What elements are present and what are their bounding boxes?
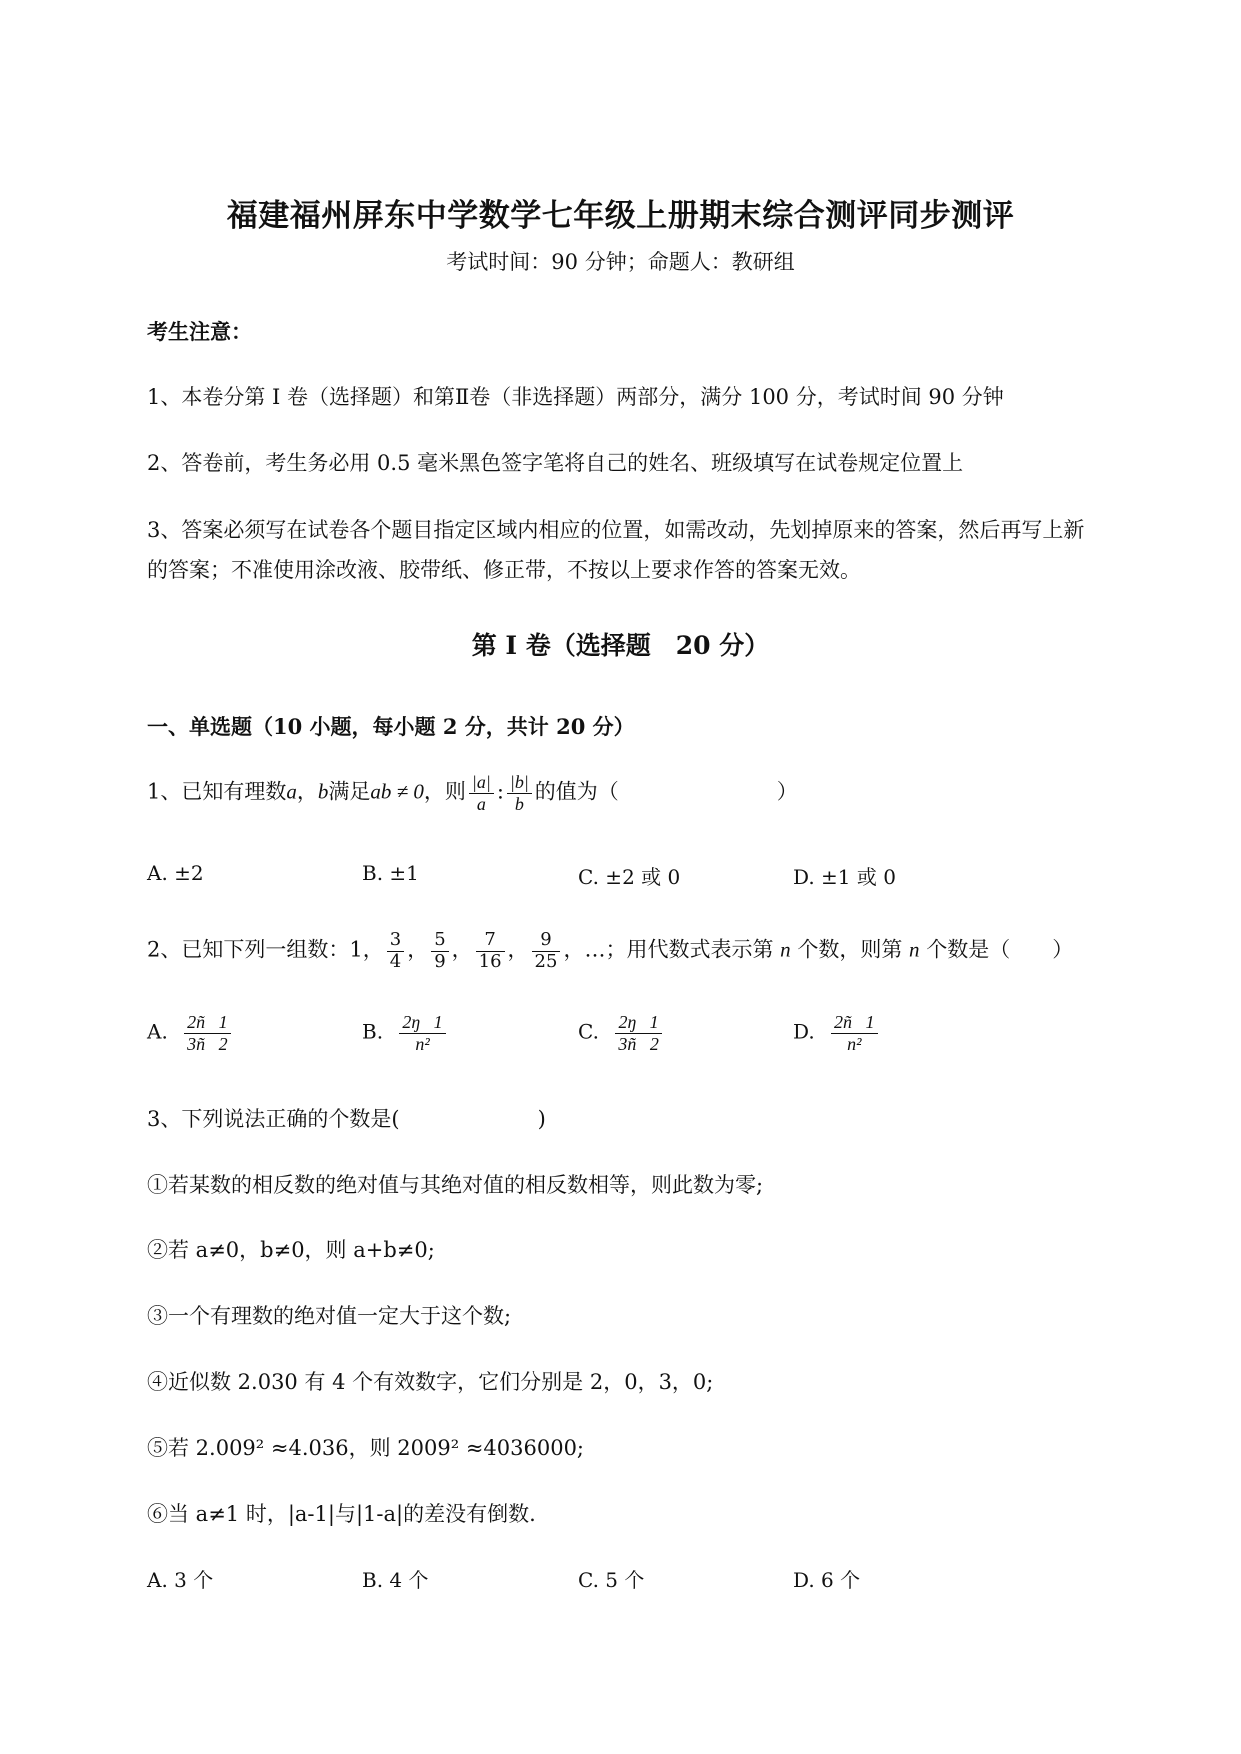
q2-frac-1-num: 3 <box>387 930 404 952</box>
q3-option-d[interactable]: D. 6 个 <box>793 1568 861 1592</box>
page-title: 福建福州屏东中学数学七年级上册期末综合测评同步测评 <box>226 198 1015 234</box>
q2-close: ） <box>1052 937 1074 962</box>
q3-statement-1: ①若某数的相反数的绝对值与其绝对值的相反数相等，则此数为零; <box>147 1173 764 1197</box>
q1-condition: ab ≠ 0 <box>370 779 424 804</box>
note-1: 1、本卷分第 I 卷（选择题）和第Ⅱ卷（非选择题）两部分，满分 100 分，考试时间 90 分钟 <box>147 385 1004 409</box>
q2-suffix-a: ，…；用代数式表示第 <box>563 937 774 962</box>
q2-opt-b-num: 2ŋ 1 <box>399 1012 445 1034</box>
question-3 <box>147 1103 546 1133</box>
q3-stem: 3、下列说法正确的个数是( <box>147 1107 400 1131</box>
q1-option-b[interactable]: B. ±1 <box>362 861 419 885</box>
q2-option-c-label: C. <box>578 1019 599 1044</box>
q2-suffix-c: 个数是（ <box>926 937 1011 962</box>
q1-frac-b-den: b <box>514 793 524 814</box>
q1-var-a: a <box>286 779 297 804</box>
q2-sep-1: ， <box>407 937 429 962</box>
q1-then: ，则 <box>423 779 466 804</box>
q1-frac-a-num: |a| <box>469 772 494 794</box>
q1-fraction-b <box>507 772 532 814</box>
part-heading: 一、单选题（10 小题，每小题 2 分，共计 20 分） <box>147 714 635 739</box>
q3-statement-2: ②若 a≠0，b≠0，则 a+b≠0; <box>147 1238 435 1262</box>
q2-var-n-2: n <box>909 937 920 962</box>
q2-sep-2: ， <box>451 937 473 962</box>
question-2 <box>147 930 1073 972</box>
q2-option-a-fraction <box>184 1012 231 1054</box>
q2-opt-d-num: 2ñ 1 <box>831 1012 878 1034</box>
question-1 <box>147 772 798 814</box>
q3-statement-3: ③一个有理数的绝对值一定大于这个数; <box>147 1304 512 1328</box>
q3-statement-5: ⑤若 2.009² ≈4.036，则 2009² ≈4036000; <box>147 1436 585 1460</box>
q1-frac-a-den: a <box>476 793 486 814</box>
q2-opt-d-den: n² <box>847 1033 862 1054</box>
q2-fraction-2 <box>431 930 448 972</box>
q1-prefix: 1、已知有理数 <box>147 779 287 804</box>
q2-opt-b-den: n² <box>415 1033 430 1054</box>
q2-opt-a-num: 2ñ 1 <box>184 1012 231 1034</box>
exam-info: 考试时间：90 分钟；命题人：教研组 <box>446 250 795 274</box>
section-title: 第 I 卷（选择题 20 分） <box>471 631 770 660</box>
q2-frac-3-den: 16 <box>478 950 502 972</box>
q2-opt-c-num: 2ŋ 1 <box>615 1012 662 1034</box>
q3-close: ) <box>537 1107 546 1131</box>
q2-option-a-label: A. <box>147 1019 168 1044</box>
q2-option-b-label: B. <box>362 1019 384 1044</box>
q2-sep-3: ， <box>507 937 529 962</box>
q1-colon: : <box>496 779 504 804</box>
q2-fraction-3 <box>476 930 505 972</box>
q2-frac-2-num: 5 <box>431 930 448 952</box>
note-2: 2、答卷前，考生务必用 0.5 毫米黑色签字笔将自己的姓名、班级填写在试卷规定位置上 <box>147 451 964 475</box>
q2-frac-3-num: 7 <box>476 930 505 952</box>
q1-var-b: b <box>317 779 329 804</box>
q2-frac-1-den: 4 <box>389 950 402 972</box>
q2-option-b[interactable] <box>362 1012 449 1054</box>
q3-statement-6: ⑥当 a≠1 时，|a-1|与|1-a|的差没有倒数. <box>147 1502 536 1526</box>
q2-prefix: 2、已知下列一组数：1， <box>147 937 384 962</box>
q2-var-n-1: n <box>780 937 791 962</box>
q1-comma: ， <box>296 779 318 804</box>
q1-fraction-a <box>469 772 494 814</box>
q2-option-d[interactable] <box>793 1012 881 1054</box>
q2-option-d-label: D. <box>793 1019 815 1044</box>
q2-option-a[interactable] <box>147 1012 234 1054</box>
q1-suffix: 的值为（ <box>534 779 619 804</box>
q2-frac-4-den: 25 <box>534 950 558 972</box>
q3-statement-4: ④近似数 2.030 有 4 个有效数字，它们分别是 2，0，3，0; <box>147 1370 714 1394</box>
q3-option-b[interactable]: B. 4 个 <box>362 1568 429 1592</box>
q1-option-a[interactable]: A. ±2 <box>147 861 204 885</box>
q1-close: ） <box>776 779 798 804</box>
note-3-line-1: 3、答案必须写在试卷各个题目指定区域内相应的位置，如需改动，先划掉原来的答案，然后再写上新 <box>147 518 1085 542</box>
q2-frac-4-num: 9 <box>532 930 561 952</box>
q1-mid: 满足 <box>328 779 371 804</box>
q2-opt-a-den: 3ñ 2 <box>187 1033 228 1054</box>
q2-option-b-fraction <box>399 1012 445 1054</box>
q1-option-c[interactable]: C. ±2 或 0 <box>578 865 681 889</box>
q3-option-c[interactable]: C. 5 个 <box>578 1568 645 1592</box>
q2-option-d-fraction <box>831 1012 878 1054</box>
note-3-line-2: 的答案；不准使用涂改液、胶带纸、修正带，不按以上要求作答的答案无效。 <box>147 558 861 582</box>
q2-option-c[interactable] <box>578 1012 665 1054</box>
q2-frac-2-den: 9 <box>434 950 446 972</box>
notes-heading: 考生注意： <box>147 319 252 344</box>
q2-suffix-b: 个数，则第 <box>797 937 903 962</box>
q2-fraction-1 <box>387 930 404 972</box>
q1-option-d[interactable]: D. ±1 或 0 <box>793 865 896 889</box>
q3-option-a[interactable]: A. 3 个 <box>147 1568 214 1592</box>
q2-fraction-4 <box>532 930 561 972</box>
q2-opt-c-den: 3ñ 2 <box>618 1033 659 1054</box>
q2-option-c-fraction <box>615 1012 662 1054</box>
q1-frac-b-num: |b| <box>507 772 532 794</box>
